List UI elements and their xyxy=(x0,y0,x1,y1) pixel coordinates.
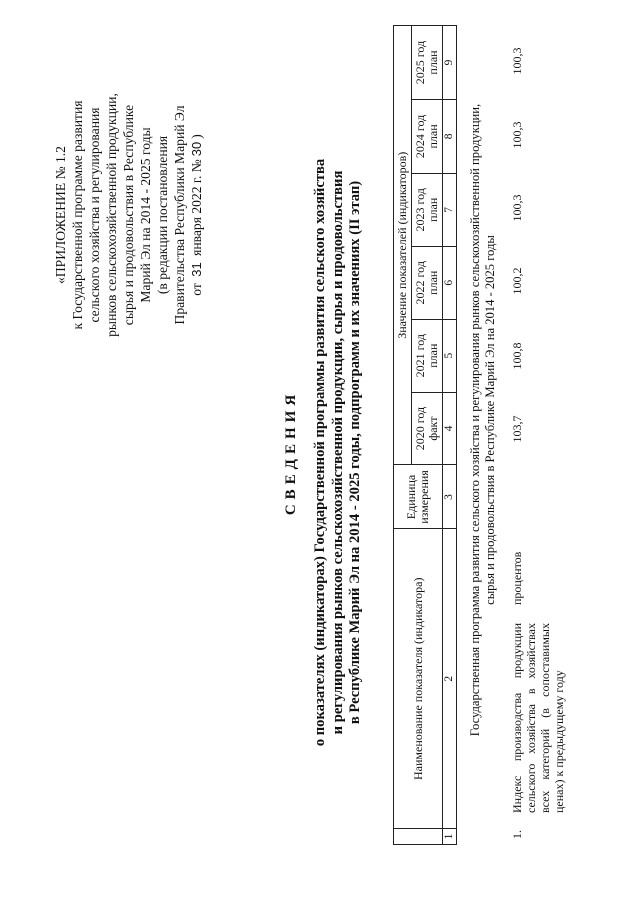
appendix-line: рынков сельскохозяйственной продукции, xyxy=(104,93,119,337)
row-value-2021-год: 100,8 xyxy=(510,342,524,370)
header-year-kind: план xyxy=(426,343,440,368)
header-year-kind: план xyxy=(426,197,440,222)
header-indicator-name: Наименование показателя (индикатора) xyxy=(394,529,443,829)
subtitle-line: о показателях (индикаторах) Государственной программы развития сельского хозяйства xyxy=(312,158,328,747)
appendix-header xyxy=(52,70,205,360)
appendix-line: сельского хозяйства и регулирования xyxy=(87,107,102,323)
row-number: 1. xyxy=(510,830,524,839)
appendix-line: Марий Эл на 2014 - 2025 годы xyxy=(138,127,153,303)
appendix-date-line xyxy=(188,70,205,360)
header-year-label: 2023 год xyxy=(413,188,427,232)
column-number-4: 4 xyxy=(443,392,457,465)
appendix-line: к Государственной программе развития xyxy=(70,100,85,330)
header-year-label: 2020 год xyxy=(413,406,427,451)
column-number-2: 2 xyxy=(443,529,457,829)
date-suffix: ) xyxy=(189,134,204,139)
column-number-1: 1 xyxy=(443,829,457,845)
header-year-0 xyxy=(412,392,443,465)
header-year-label: 2025 год xyxy=(413,40,427,85)
program-heading xyxy=(468,25,498,815)
row-value-2023-год: 100,3 xyxy=(510,194,524,222)
row-value-2025-год: 100,3 xyxy=(510,47,524,75)
header-year-kind: факт xyxy=(426,416,440,441)
header-year-5 xyxy=(412,26,443,100)
column-number-8: 8 xyxy=(443,99,457,173)
header-year-3 xyxy=(412,173,443,246)
date-day: 31 xyxy=(189,262,204,277)
header-year-kind: план xyxy=(426,124,440,149)
column-number-6: 6 xyxy=(443,246,457,319)
document-subtitle xyxy=(312,100,365,805)
header-year-kind: план xyxy=(426,50,440,75)
header-year-label: 2024 год xyxy=(413,114,427,159)
subtitle-line: в Республике Марий Эл на 2014 - 2025 годы, подпрограмм и их значениях (II этап) xyxy=(347,180,363,725)
header-year-4 xyxy=(412,99,443,173)
program-line: Государственная программа развития сельского хозяйства и регулирования рынков сельскохозяйственной продукции, xyxy=(468,103,482,737)
row-indicator-name: Индекс производства продукции сельского хозяйства в хозяйствах всех категорий (в сопоставимых ценах) к предыдущему году xyxy=(510,623,566,813)
indicators-table xyxy=(393,25,457,845)
program-line: сырья и продовольствия в Республике Марий Эл на 2014 - 2025 годы xyxy=(483,235,497,605)
header-number xyxy=(394,829,443,845)
row-value-2020-год: 103,7 xyxy=(510,415,524,443)
row-unit: процентов xyxy=(510,551,524,605)
column-numbers-row xyxy=(443,26,457,845)
header-values-group: Значение показателей (индикаторов) xyxy=(394,26,412,466)
header-year-1 xyxy=(412,319,443,392)
appendix-line: (в редакции постановления xyxy=(155,135,170,295)
date-prefix: от xyxy=(189,283,204,296)
header-unit: Единица измерения xyxy=(394,465,443,529)
column-number-5: 5 xyxy=(443,319,457,392)
header-year-2 xyxy=(412,246,443,319)
document-title: СВЕДЕНИЯ xyxy=(283,389,299,516)
subtitle-line: и регулирования рынков сельскохозяйственной продукции, сырья и продовольствия xyxy=(329,170,346,735)
decree-number: 30 xyxy=(189,141,204,157)
column-number-7: 7 xyxy=(443,173,457,246)
appendix-line: Правительства Республики Марий Эл xyxy=(172,105,187,325)
column-number-3: 3 xyxy=(443,465,457,529)
header-year-label: 2022 год xyxy=(413,261,427,305)
row-value-2024-год: 100,3 xyxy=(510,121,524,149)
header-year-label: 2021 год xyxy=(413,333,427,378)
appendix-line: «ПРИЛОЖЕНИЕ № 1.2 xyxy=(53,146,68,284)
date-middle: января 2022 г. № xyxy=(189,159,204,256)
column-number-9: 9 xyxy=(443,26,457,100)
row-value-2022-год: 100,2 xyxy=(510,267,524,295)
header-year-kind: план xyxy=(426,270,440,295)
appendix-line: сырья и продовольствия в Республике xyxy=(121,104,136,326)
